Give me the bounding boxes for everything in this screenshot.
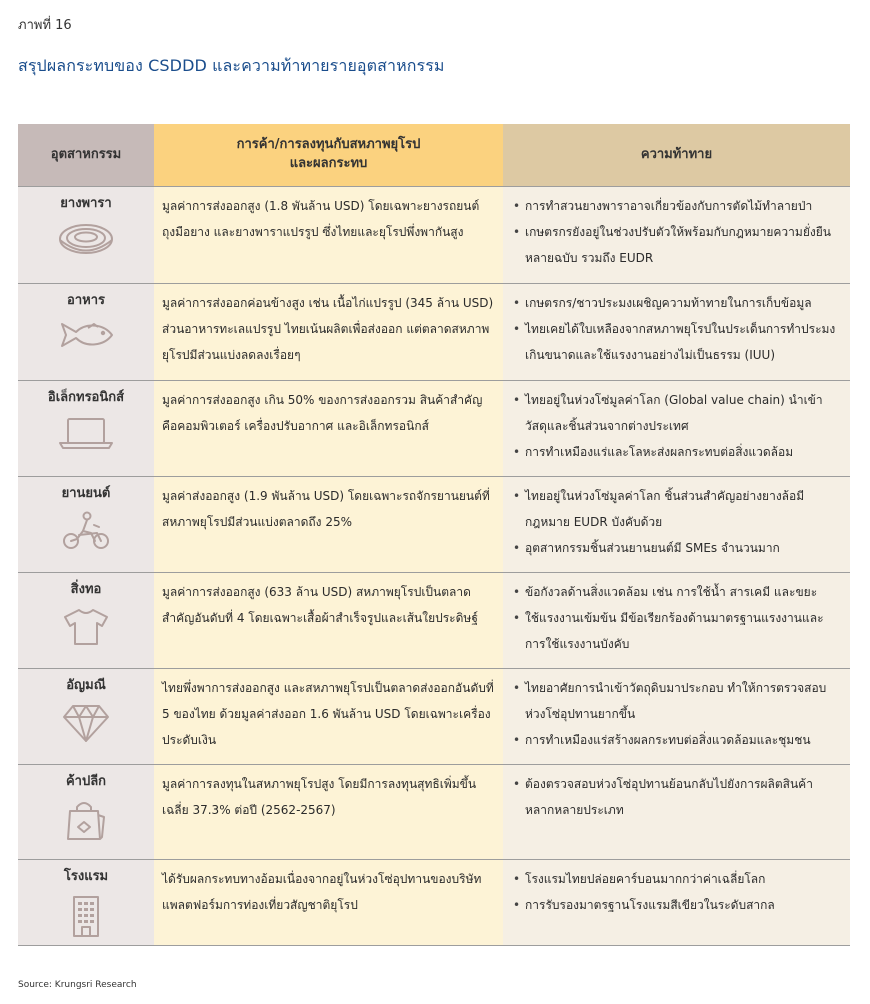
trade-cell: มูลค่าการลงทุนในสหภาพยุโรปสูง โดยมีการลงทุนสุทธิเพิ่มขึ้นเฉลี่ย 37.3% ต่อปี (2562-2567) [154,765,503,860]
trade-cell: มูลค่าส่งออกสูง (1.9 พันล้าน USD) โดยเฉพาะรถจักรยานยนต์ที่สหภาพยุโรปมีส่วนแบ่งตลาดถึง 25% [154,477,503,573]
challenges-cell [503,381,850,477]
header-trade-line2: และผลกระทบ [289,156,368,171]
diamond-icon [61,703,111,743]
industry-name: อัญมณี [66,678,106,693]
tshirt-icon [63,607,109,647]
challenge-item: • โรงแรมไทยปล่อยคาร์บอนมากกว่าค่าเฉลี่ยโลก [525,866,842,892]
header-challenges: ความท้าทาย [503,124,850,187]
industry-name: อิเล็กทรอนิกส์ [47,390,125,405]
motorcycle-icon [61,511,111,551]
shopping-bag-icon [64,799,108,841]
trade-cell: มูลค่าการส่งออกสูง เกิน 50% ของการส่งออกรวม สินค้าสำคัญคือคอมพิวเตอร์ เครื่องปรับอากาศ และอิเล็กทรอนิกส์ [154,381,503,477]
table-row [18,669,850,765]
challenge-item: • ไทยอยู่ในห่วงโซ่มูลค่าโลก ชิ้นส่วนสำคัญอย่างยางล้อมีกฎหมาย EUDR บังคับด้วย [525,483,842,535]
challenges-cell [503,284,850,381]
industry-cell [18,187,154,284]
challenges-cell [503,573,850,669]
challenge-item: • เกษตรกร/ชาวประมงเผชิญความท้าทายในการเก็บข้อมูล [525,290,842,316]
header-trade-line1: การค้า/การลงทุนกับสหภาพยุโรป [236,137,421,153]
industry-impact-table [18,124,850,946]
trade-cell: มูลค่าการส่งออกสูง (633 ล้าน USD) สหภาพยุโรปเป็นตลาดสำคัญอันดับที่ 4 โดยเฉพาะเสื้อผ้าสำเร็จรูปและเส้นใยประดิษฐ์ [154,573,503,669]
industry-name: อาหาร [67,293,105,308]
challenge-item: • การรับรองมาตรฐานโรงแรมสีเขียวในระดับสากล [525,892,842,918]
table-header-row [18,124,850,187]
trade-cell: ได้รับผลกระทบทางอ้อมเนื่องจากอยู่ในห่วงโซ่อุปทานของบริษัทแพลตฟอร์มการท่องเที่ยวสัญชาติยุโรป [154,860,503,946]
challenge-item: • อุตสาหกรรมชิ้นส่วนยานยนต์มี SMEs จำนวนมาก [525,535,842,561]
source-note: Source: Krungsri Research [18,980,137,990]
header-industry: อุตสาหกรรม [18,124,154,187]
industry-name: สิ่งทอ [70,582,102,597]
challenge-item: • เกษตรกรยังอยู่ในช่วงปรับตัวให้พร้อมกับกฎหมายความยั่งยืนหลายฉบับ รวมถึง EUDR [525,219,842,271]
challenges-cell [503,477,850,573]
challenge-item: • ไทยเคยได้ใบเหลืองจากสหภาพยุโรปในประเด็นการทำประมงเกินขนาดและใช้แรงงานอย่างไม่เป็นธรรม (IUU) [525,316,842,368]
industry-cell [18,860,154,946]
industry-cell [18,765,154,860]
table-row [18,284,850,381]
challenges-cell [503,187,850,284]
industry-cell [18,477,154,573]
table-row [18,573,850,669]
industry-name: โรงแรม [63,869,109,884]
tire-icon [56,221,116,257]
challenge-item: • การทำเหมืองแร่และโลหะส่งผลกระทบต่อสิ่งแวดล้อม [525,439,842,465]
table-row [18,860,850,946]
figure-label: ภาพที่ 16 [18,18,72,33]
trade-cell: มูลค่าการส่งออกสูง (1.8 พันล้าน USD) โดยเฉพาะยางรถยนต์ ถุงมือยาง และยางพาราแปรรูป ซึ่งไทยและยุโรปพึ่งพากันสูง [154,187,503,284]
trade-cell: มูลค่าการส่งออกค่อนข้างสูง เช่น เนื้อไก่แปรรูป (345 ล้าน USD) ส่วนอาหารทะเลแปรรูป ไทยเน้นผลิตเพื่อส่งออก แต่ตลาดสหภาพยุโรปมีส่วนแบ่งลดลงเรื่อยๆ [154,284,503,381]
table-row [18,765,850,860]
industry-name: ค้าปลีก [65,774,107,789]
challenge-item: • ไทยอยู่ในห่วงโซ่มูลค่าโลก (Global value chain) นำเข้าวัสดุและชิ้นส่วนจากต่างประเทศ [525,387,842,439]
header-trade [154,124,503,187]
table-row [18,477,850,573]
challenge-item: • ต้องตรวจสอบห่วงโซ่อุปทานย้อนกลับไปยังการผลิตสินค้าหลากหลายประเภท [525,771,842,823]
laptop-icon [56,415,116,451]
industry-name: ยางพารา [60,196,112,211]
table-row [18,187,850,284]
challenge-item: • การทำเหมืองแร่สร้างผลกระทบต่อสิ่งแวดล้อมและชุมชน [525,727,842,753]
industry-cell [18,284,154,381]
trade-cell: ไทยพึ่งพาการส่งออกสูง และสหภาพยุโรปเป็นตลาดส่งออกอันดับที่ 5 ของไทย ด้วยมูลค่าส่งออก 1.6 พันล้าน USD โดยเฉพาะเครื่องประดับเงิน [154,669,503,765]
fish-icon [56,318,116,352]
figure-title: สรุปผลกระทบของ CSDDD และความท้าทายรายอุตสาหกรรม [18,56,445,75]
challenge-item: • ข้อกังวลด้านสิ่งแวดล้อม เช่น การใช้น้ำ สารเคมี และขยะ [525,579,842,605]
challenges-cell [503,860,850,946]
industry-cell [18,381,154,477]
industry-cell [18,669,154,765]
challenges-cell [503,669,850,765]
industry-cell [18,573,154,669]
challenge-item: • ไทยอาศัยการนำเข้าวัตถุดิบมาประกอบ ทำให้การตรวจสอบห่วงโซ่อุปทานยากขึ้น [525,675,842,727]
industry-name: ยานยนต์ [61,486,111,501]
challenges-cell [503,765,850,860]
hotel-building-icon [68,894,104,938]
challenge-item: • ใช้แรงงานเข้มข้น มีข้อเรียกร้องด้านมาตรฐานแรงงานและการใช้แรงงานบังคับ [525,605,842,657]
challenge-item: • การทำสวนยางพาราอาจเกี่ยวข้องกับการตัดไม้ทำลายป่า [525,193,842,219]
table-row [18,381,850,477]
